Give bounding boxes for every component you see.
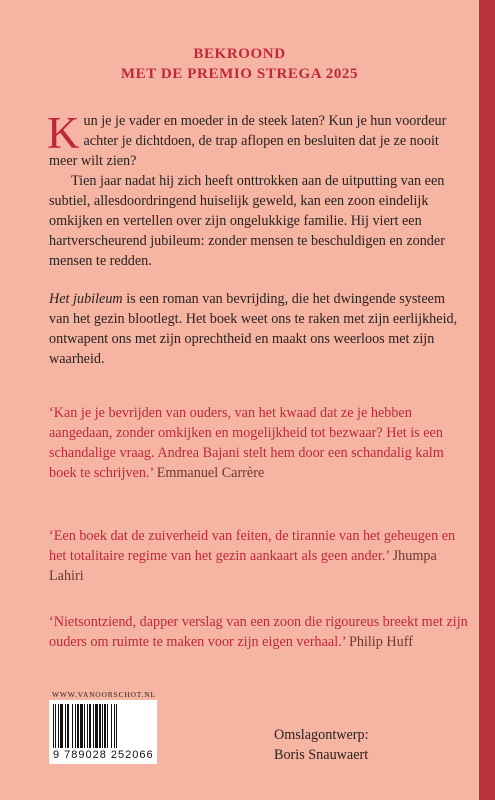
- quote-author: Philip Huff: [345, 634, 413, 650]
- award-line-1: BEKROOND: [193, 46, 286, 62]
- spine-edge: [479, 0, 495, 800]
- award-line-2: MET DE PREMIO STREGA 2025: [120, 66, 359, 82]
- blurb-paragraph-3-text: is een roman van bevrijding, die het dwingende systeem van het gezin blootlegt. Het boek weet ons te raken met zijn eerlijkheid, ontwapent ons met zijn oprechtheid en maakt ons weerloos met zijn waarheid.: [49, 291, 458, 367]
- review-quote: [49, 612, 469, 652]
- quote-text: ‘Kan je je bevrijden van ouders, van het kwaad dat ze je hebben aangedaan, zonder omkijken en mogelijkheid tot bezwaar? Het is een schandalige vraag. Andrea Bajani stelt hem door een schandalig kalm boek te schrijven.’: [49, 405, 444, 481]
- blurb-paragraph-3: [49, 289, 467, 369]
- isbn-number: 9 789028 252066: [53, 749, 154, 761]
- quote-author: Jhumpa Lahiri: [49, 548, 437, 584]
- quote-text: ‘Een boek dat de zuiverheid van feiten, de tirannie van het geheugen en het totalitaire regime van het gezin aankaart als geen ander.’: [49, 528, 456, 564]
- book-title: Het jubileum: [49, 291, 123, 307]
- credit-label: Omslagontwerp:: [274, 727, 369, 743]
- blurb-paragraph-1: un je je vader en moeder in de steek laten? Kun je hun voordeur achter je dichtdoen, de trap aflopen en besluiten dat je ze nooit meer wilt zien?: [49, 113, 447, 169]
- blurb-intro: [47, 108, 467, 271]
- drop-cap: K: [47, 108, 80, 158]
- award-heading: [0, 44, 479, 84]
- review-quote: [49, 403, 469, 483]
- publisher-url: WWW.VANOORSCHOT.NL: [52, 690, 156, 699]
- blurb-paragraph-2: Tien jaar nadat hij zich heeft onttrokken aan de uitputting van een subtiel, allesdoordringend huiselijk geweld, kan een zoon eindelijk omkijken en vertellen over zijn ongelukkige familie. Hij viert een hartverscheurend jubileum: zonder mensen te beschuldigen en zonder mensen te redden.: [49, 173, 445, 269]
- blurb-summary: [49, 289, 467, 369]
- quote-text: ‘Nietsontziend, dapper verslag van een zoon die rigoureus breekt met zijn ouders om ruimte te maken voor zijn eigen verhaal.’: [49, 614, 468, 650]
- barcode-bar: [116, 704, 117, 748]
- barcode: [49, 700, 157, 764]
- quote-author: Emmanuel Carrère: [153, 465, 265, 481]
- credit-name: Boris Snauwaert: [274, 747, 369, 763]
- cover-design-credit: [274, 725, 369, 765]
- barcode-bars: [53, 704, 153, 748]
- review-quote: [49, 526, 469, 586]
